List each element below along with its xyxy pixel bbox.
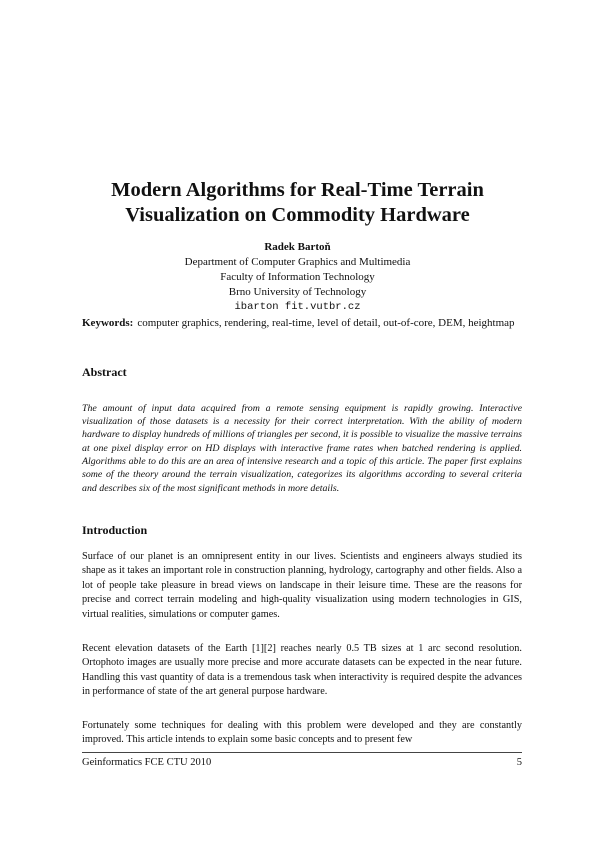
intro-paragraph-1: Surface of our planet is an omnipresent entity in our lives. Scientists and engineers always studied its shape as it takes an important role in construction planning, hydrology, cartography and other fields. Also a lot of people take pleasure in bread views on landscape in their leisure time. These are the reasons for precise and correct terrain modeling and high-quality visualization using modern technologies in GIS, virtual realities, simulations or computer games. xyxy=(82,551,522,620)
author-block xyxy=(60,240,535,315)
footer-journal: Geinformatics FCE CTU 2010 xyxy=(82,757,212,768)
title-line-1: Modern Algorithms for Real-Time Terrain xyxy=(111,179,484,201)
affiliation-faculty: Faculty of Information Technology xyxy=(220,271,375,283)
page-number: 5 xyxy=(516,757,522,768)
abstract-heading: Abstract xyxy=(82,365,127,379)
paper-title xyxy=(60,178,535,228)
introduction-heading: Introduction xyxy=(82,523,148,537)
affiliation-university: Brno University of Technology xyxy=(228,286,367,298)
affiliation-department: Department of Computer Graphics and Multimedia xyxy=(184,256,411,268)
intro-paragraph-3: Fortunately some techniques for dealing with this problem were developed and they are constantly improved. This article intends to explain some basic concepts and to present few xyxy=(82,720,522,746)
abstract-text: The amount of input data acquired from a remote sensing equipment is rapidly growing. Interactive visualization of those datasets is a necessity for their correct interpretation. With the ability of modern hardware to display hundreds of millions of triangles per second, it is possible to visualize the massive terrains at one pixel display error on HD displays with interactive frame rates when batched rendering is applied. Algorithms able to do this are an area of intensive research and a topic of this article. The paper first explains some of the theory around the terrain visualization, categorizes its algorithms according to several criteria and describes six of the most significant methods in more details. xyxy=(82,402,522,494)
author-email: ibarton fit.vutbr.cz xyxy=(234,301,361,313)
title-line-2: Visualization on Commodity Hardware xyxy=(125,204,470,226)
intro-paragraph-2: Recent elevation datasets of the Earth [1][2] reaches nearly 0.5 TB sizes at 1 arc second resolution. Ortophoto images are usually more precise and more accurate datasets can be expected in the near future. Handling this vast quantity of data is a tremendous task when interactivity is required despite the advances in performance of state of the art general purpose hardware. xyxy=(82,643,522,698)
keywords-text: computer graphics, rendering, real-time, level of detail, out-of-core, DEM, heightmap xyxy=(137,317,515,329)
author-name: Radek Bartoň xyxy=(264,241,331,253)
keywords-label: Keywords: xyxy=(82,317,134,329)
keywords xyxy=(82,316,522,331)
footer-divider xyxy=(82,752,522,753)
